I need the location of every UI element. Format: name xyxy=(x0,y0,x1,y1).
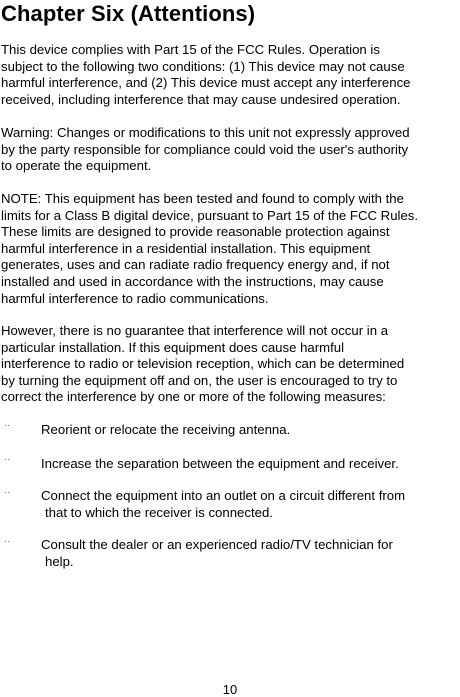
text-line: help. xyxy=(45,553,74,569)
measure-item-reorient-antenna xyxy=(41,422,290,439)
bullet-marker: .. xyxy=(4,452,12,462)
bullet-marker: .. xyxy=(4,485,12,495)
text-line: This device complies with Part 15 of the FCC Rules. Operation is xyxy=(1,42,380,57)
fcc-compliance-paragraph xyxy=(1,42,459,108)
page-number: 10 xyxy=(222,682,238,697)
text-line: These limits are designed to provide reasonable protection against xyxy=(1,224,390,240)
text-line: harmful interference, and (2) This device must accept any interference xyxy=(1,75,411,91)
text-line: Connect the equipment into an outlet on a circuit different from xyxy=(41,488,406,503)
text-line: correct the interference by one or more of the following measures: xyxy=(1,389,386,405)
measure-item-consult-dealer xyxy=(41,537,393,570)
however-paragraph xyxy=(1,323,459,406)
text-line: by turning the equipment off and on, the user is encouraged to try to xyxy=(1,372,398,388)
text-line: harmful interference to radio communications. xyxy=(1,290,269,306)
bullet-marker: .. xyxy=(4,418,12,428)
text-line: particular installation. If this equipment does cause harmful xyxy=(1,339,345,355)
text-line: installed and used in accordance with the instructions, may cause xyxy=(1,273,384,289)
text-line: limits for a Class B digital device, pursuant to Part 15 of the FCC Rules. xyxy=(1,207,419,223)
text-line: Consult the dealer or an experienced radio/TV technician for xyxy=(41,537,393,552)
chapter-title: Chapter Six (Attentions) xyxy=(1,1,256,26)
text-line: that to which the receiver is connected. xyxy=(45,504,273,520)
text-line: interference to radio or television reception, which can be determined xyxy=(1,356,405,372)
warning-paragraph xyxy=(1,125,459,175)
text-line: by the party responsible for compliance could void the user's authority xyxy=(1,141,409,157)
text-line: received, including interference that may cause undesired operation. xyxy=(1,91,401,107)
text-line: Warning: Changes or modifications to this unit not expressly approved xyxy=(1,125,410,140)
text-line: Increase the separation between the equipment and receiver. xyxy=(41,456,399,471)
text-line: Reorient or relocate the receiving antenna. xyxy=(41,422,291,437)
text-line: subject to the following two conditions: (1) This device may not cause xyxy=(1,58,405,74)
text-line: NOTE: This equipment has been tested and found to comply with the xyxy=(1,191,404,206)
text-line: However, there is no guarantee that interference will not occur in a xyxy=(1,323,389,338)
text-line: harmful interference in a residential installation. This equipment xyxy=(1,240,371,256)
measure-item-different-outlet xyxy=(41,488,405,521)
bullet-marker: .. xyxy=(4,534,12,544)
note-paragraph xyxy=(1,191,459,307)
text-line: generates, uses and can radiate radio frequency energy and, if not xyxy=(1,257,390,273)
measure-item-increase-separation xyxy=(41,456,399,473)
text-line: to operate the equipment. xyxy=(1,158,152,174)
